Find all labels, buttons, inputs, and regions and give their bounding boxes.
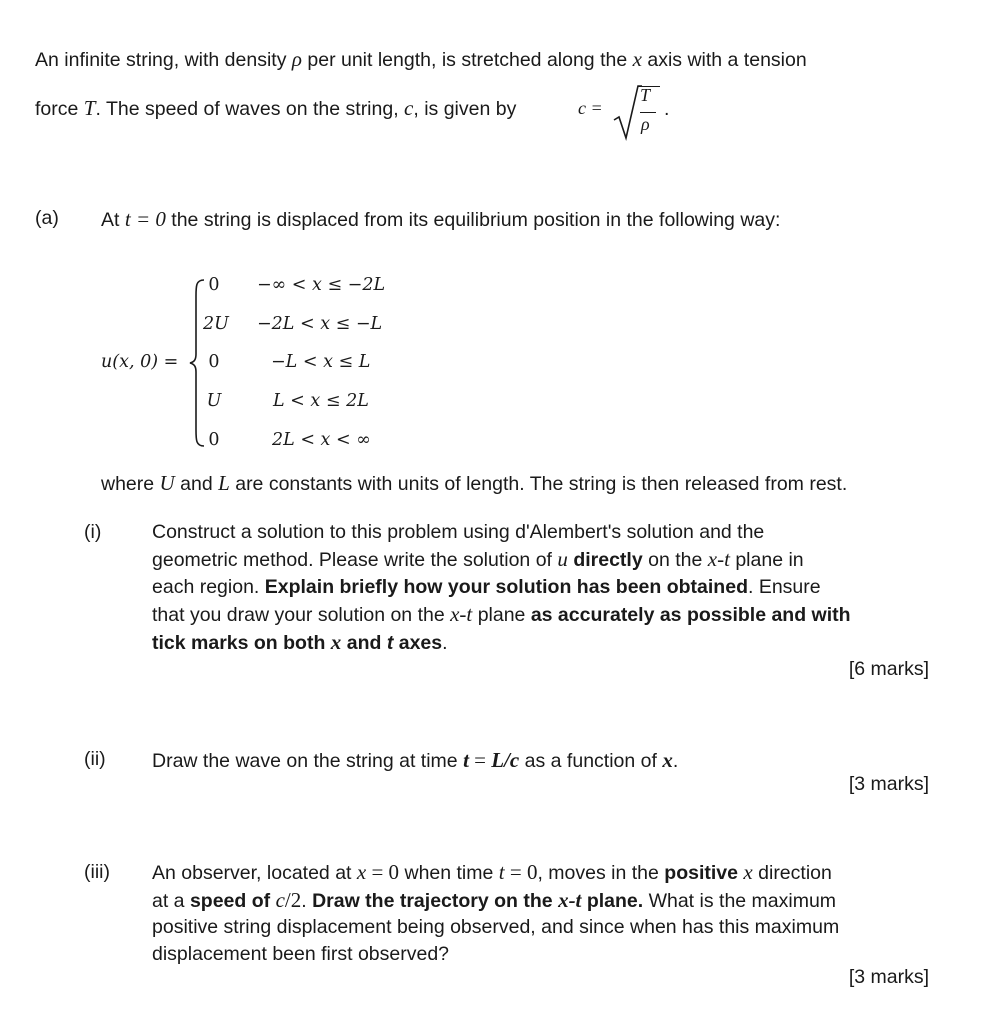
part-iii-plane: plane. (586, 889, 644, 912)
tension-symbol: T (83, 96, 96, 120)
x-axis-symbol: x (330, 630, 342, 654)
speed-formula-lhs: c = (578, 98, 603, 118)
L-symbol: L (218, 471, 230, 495)
fraction-denominator: ρ (641, 114, 650, 134)
piece-condition-4: L < x ≤ 2L (273, 391, 369, 411)
piecewise-lhs: u(x, 0) = (101, 352, 179, 372)
part-iii-x: x (356, 860, 367, 884)
part-i-and: and (346, 632, 382, 654)
part-iii-line-4: displacement been first observed? (152, 942, 450, 965)
part-iii-xt: x-t (558, 887, 582, 912)
u-symbol: u (557, 547, 568, 571)
speed-symbol: c (404, 96, 414, 120)
part-iii-draw: Draw the trajectory on the (312, 889, 553, 912)
part-i-line-2a: geometric method. Please write the solution of (152, 549, 552, 571)
part-iii-positive: positive (664, 862, 738, 884)
t-equals-zero: = 0 (130, 207, 166, 231)
part-a-text-a: At (101, 209, 120, 231)
piece-value-2: 2U (203, 314, 229, 334)
part-iii-marks: [3 marks] (848, 966, 929, 988)
part-i-explain: Explain briefly how your solution has been obtained (264, 576, 748, 598)
part-ii-number: (ii) (84, 748, 106, 770)
intro-text-1c: axis with a tension (647, 49, 807, 71)
part-ii-text-b: as a function of (524, 750, 657, 772)
xt-symbol-2: x-t (450, 602, 473, 626)
x-symbol: x (632, 47, 642, 71)
part-i-number: (i) (84, 521, 102, 543)
piece-condition-2: −2L < x ≤ −L (257, 314, 383, 334)
part-i-line-2 (152, 546, 942, 574)
part-i-line-5 (152, 629, 942, 657)
part-ii-eq: = (468, 748, 492, 772)
piece-value-3: 0 (208, 352, 220, 372)
intro-text-1a: An infinite string, with density (35, 49, 287, 71)
part-iii-line-2c: What is the maximum (643, 889, 837, 912)
part-iii-line-1 (152, 859, 942, 887)
part-i-marks: [6 marks] (848, 658, 929, 680)
piece-value-5: 0 (208, 430, 220, 450)
part-i-line-3a: each region. (152, 576, 260, 598)
intro-line-2 (35, 96, 516, 121)
part-i-directly: directly (573, 549, 643, 571)
t-axis-symbol: t (386, 632, 394, 654)
part-iii-speed: speed of (189, 889, 271, 912)
part-ii-t: t (463, 748, 469, 772)
part-a-text-b: the string is displaced from its equilibrium position in the following way: (165, 209, 781, 231)
part-i-line-1: Construct a solution to this problem using d'Alembert's solution and the (152, 521, 765, 543)
part-iii-half: /2 (284, 887, 302, 912)
speed-formula (578, 82, 668, 142)
part-ii-text-a: Draw the wave on the string at time (152, 750, 458, 772)
part-ii-marks: [3 marks] (848, 773, 929, 795)
t-symbol: t (124, 207, 131, 231)
U-symbol: U (159, 471, 175, 495)
part-ii-text (152, 748, 678, 773)
where-text-a: where (101, 473, 155, 495)
part-iii-text (152, 859, 942, 967)
formula-period: . (664, 98, 670, 120)
part-iii-line-1a: An observer, located at (152, 862, 352, 884)
where-text-b: and (180, 473, 213, 495)
part-iii-line-2b: . (301, 889, 313, 912)
part-ii-L-over-c: L/c (491, 748, 520, 772)
part-iii-c: c (275, 887, 285, 912)
where-line (101, 471, 847, 496)
part-i-line-4 (152, 601, 942, 629)
fraction-line (640, 112, 656, 113)
part-i-axes: axes (398, 632, 443, 654)
part-i-text (152, 519, 942, 657)
intro-text-2b: . The speed of waves on the string, (95, 98, 399, 120)
piece-condition-3: −L < x ≤ L (271, 352, 371, 372)
part-i-line-3 (152, 574, 942, 601)
part-i-accurate: as accurately as possible and with (530, 604, 851, 626)
part-iii-t: t (498, 860, 505, 884)
part-iii-line-3: positive string displacement being observed, and since when has this maximum (152, 916, 840, 938)
part-iii-line-2 (152, 887, 942, 915)
part-i-line-2d: plane in (735, 549, 804, 571)
part-iii-x0: = 0 (366, 860, 400, 884)
part-iii-t0: = 0 (504, 860, 538, 884)
part-ii-x: x (662, 748, 673, 772)
part-iii-line-2a: at a (152, 889, 185, 912)
part-iii-line-1b: when time (404, 862, 494, 884)
intro-text-1b: per unit length, is stretched along the (307, 49, 628, 71)
intro-text-2a: force (35, 98, 79, 120)
fraction-numerator: T (640, 85, 651, 105)
part-i-line-4b: plane (477, 604, 526, 626)
intro-line-1 (35, 47, 807, 72)
part-a-label: (a) (35, 207, 59, 229)
piece-value-4: U (206, 391, 222, 411)
part-ii-period: . (672, 750, 679, 772)
piece-condition-5: 2L < x < ∞ (272, 430, 371, 450)
part-iii-line-1c: , moves in the (537, 862, 659, 884)
part-iii-line-1d: direction (758, 862, 832, 884)
intro-text-2c: , is given by (413, 98, 517, 120)
part-i-line-2c: on the (648, 549, 703, 571)
part-iii-number: (iii) (84, 861, 110, 883)
part-iii-x-2: x (743, 860, 753, 884)
piece-condition-1: −∞ < x ≤ −2L (257, 275, 386, 295)
rho-symbol: ρ (291, 47, 302, 71)
part-a-text (101, 207, 780, 232)
piece-value-1: 0 (208, 275, 220, 295)
part-i-line-4a: that you draw your solution on the (152, 604, 445, 626)
part-i-period: . (442, 632, 448, 654)
part-i-line-3c: . Ensure (747, 576, 821, 598)
part-i-tick: tick marks on both (152, 632, 326, 654)
xt-symbol: x-t (707, 547, 730, 571)
sqrt-sign (612, 82, 642, 142)
where-text-c: are constants with units of length. The string is then released from rest. (235, 473, 848, 495)
